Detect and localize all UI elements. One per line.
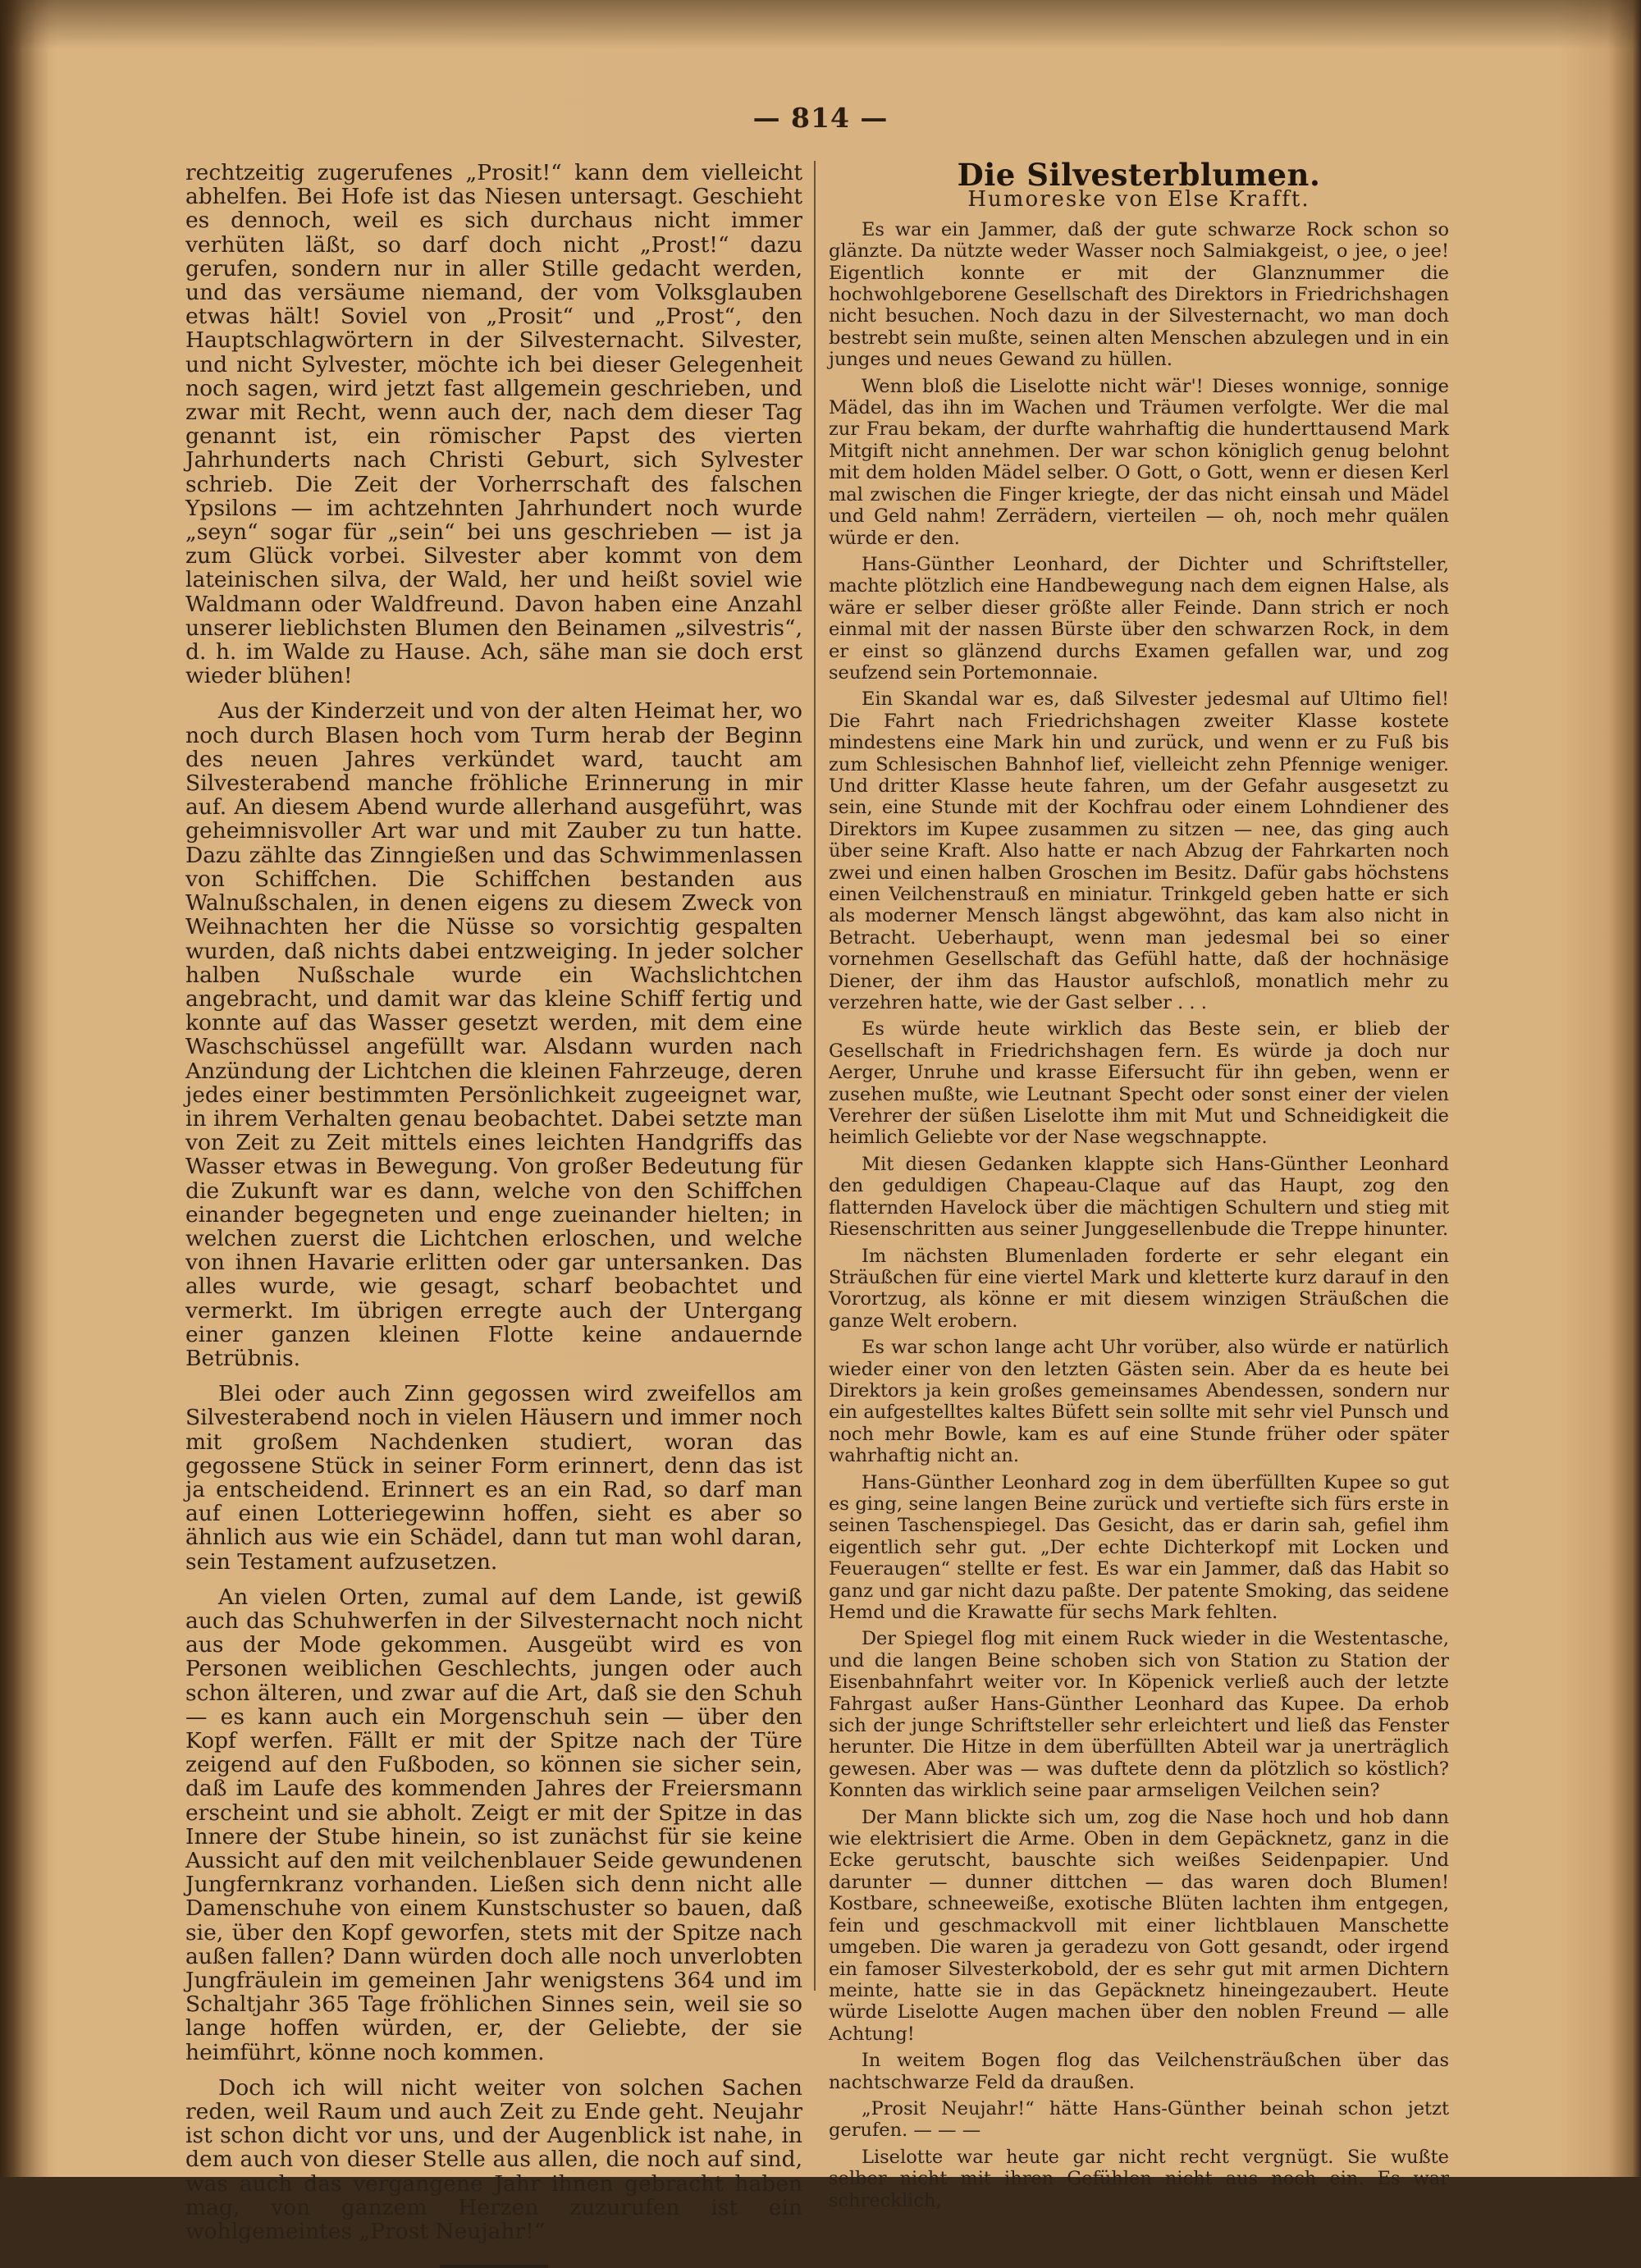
right-column — [829, 157, 1449, 2211]
story-paragraph: Der Mann blickte sich um, zog die Nase hoch und hob dann wie elektrisiert die Arme. Oben in dem Gepäcknetz, ganz in die Ecke gerutscht, bauschte sich weißes Seidenpapier. Und darunter — dunner dittchen — das waren doch Blumen! Kostbare, schneeweiße, exotische Blüten lachten ihm entgegen, fein und geschmackvoll mit einer lichtblauen Manschette umgeben. Die waren ja geradezu von Gott gesandt, oder irgend ein famoser Silvesterkobold, der es sehr gut mit armen Dichtern meinte, hatte sie in das Gepäcknetz hineingezaubert. Heute würde Liselotte Augen machen über den noblen Freund — alle Achtung! — [829, 1806, 1449, 2045]
story-byline: Humoreske von Else Krafft. — [967, 187, 1310, 213]
left-paragraph-1: rechtzeitig zugerufenes „Prosit!“ kann dem vielleicht abhelfen. Bei Hofe ist das Niesen untersagt. Geschieht es dennoch, weil es sich durchaus nicht immer verhüten läßt, so darf doch nicht „Prost!“ dazu gerufen, sondern nur in aller Stille gedacht werden, und das versäume niemand, der vom Volksglauben etwas hält! Soviel von „Prosit“ und „Prost“, den Hauptschlagwörtern in der Silvesternacht. Silvester, und nicht Sylvester, möchte ich bei dieser Gelegenheit noch sagen, wird jetzt fast allgemein geschrieben, und zwar mit Recht, wenn auch der, nach dem dieser Tag genannt ist, ein römischer Papst des vierten Jahrhunderts nach Christi Geburt, sich Sylvester schrieb. Die Zeit der Vorherrschaft des falschen Ypsilons — im achtzehnten Jahrhundert noch wurde „seyn“ sogar für „sein“ bei uns geschrieben — ist ja zum Glück vorbei. Silvester aber kommt von dem lateinischen silva, der Wald, her und heißt soviel wie Waldmann oder Waldfreund. Davon haben eine Anzahl unserer lieblichsten Blumen den Beinamen „silvestris“, d. h. im Walde zu Hause. Ach, sähe man sie doch erst wieder blühen! — [185, 160, 802, 689]
story-paragraph: Es würde heute wirklich das Beste sein, er blieb der Gesellschaft in Friedrichshagen fern. Es würde ja doch nur Aerger, Unruhe und krasse Eifersucht für ihn geben, wenn er zusehen mußte, wie Leutnant Specht oder sonst einer der vielen Verehrer der süßen Liselotte ihm mit Mut und Schneidigkeit die heimlich Geliebte vor der Nase wegschnappte. — [829, 1018, 1449, 1149]
left-paragraph-4: An vielen Orten, zumal auf dem Lande, ist gewiß auch das Schuhwerfen in der Silvesternacht noch nicht aus der Mode gekommen. Ausgeübt wird es von Personen weiblichen Geschlechts, jungen oder auch schon älteren, und zwar auf die Art, daß sie den Schuh — es kann auch ein Morgenschuh sein — über den Kopf werfen. Fällt er mit der Spitze nach der Türe zeigend auf den Fußboden, so können sie sicher sein, daß im Laufe des kommenden Jahres der Freiersmann erscheint und sie abholt. Zeigt er mit der Spitze in das Innere der Stube hinein, so ist zunächst für sie keine Aussicht auf den mit veilchenblauer Seide gewundenen Jungfernkranz vorhanden. Ließen sich denn nicht alle Damenschuhe von einem Kunstschuster so bauen, daß sie, über den Kopf geworfen, stets mit der Spitze nach außen fallen? Dann würden doch alle noch unverlobten Jungfräulein im gemeinen Jahr wenigstens 364 und im Schaltjahr 365 Tage fröhlichen Sinnes sein, weil sie so lange hoffen würden, er, der Geliebte, der sie heimführt, könne noch kommen. — [185, 1584, 802, 2065]
story-title: Die Silvesterblumen. — [957, 157, 1321, 193]
left-paragraph-2: Aus der Kinderzeit und von der alten Heimat her, wo noch durch Blasen hoch vom Turm herab der Beginn des neuen Jahres verkündet ward, taucht am Silvesterabend manche fröhliche Erinnerung in mir auf. An diesem Abend wurde allerhand ausgeführt, was geheimnisvoller Art war und mit Zauber zu tun hatte. Dazu zählte das Zinngießen und das Schwimmenlassen von Schiffchen. Die Schiffchen bestanden aus Walnußschalen, in denen eigens zu diesem Zweck von Weihnachten her die Nüsse so vorsichtig gespalten wurden, daß nichts dabei entzweiging. In jeder solcher halben Nußschale wurde ein Wachslichtchen angebracht, und damit war das kleine Schiff fertig und konnte auf das Wasser gesetzt werden, mit dem eine Waschschüssel angefüllt war. Alsdann wurden nach Anzündung der Lichtchen die kleinen Fahrzeuge, deren jedes einer bestimmten Persönlichkeit zugeeignet war, in ihrem Verhalten genau beobachtet. Dabei setzte man von Zeit zu Zeit mittels eines leichten Handgriffs das Wasser etwas in Bewegung. Von großer Bedeutung für die Zukunft war es dann, welche von den Schiffchen einander begegneten und enge zueinander hielten; in welchen zuerst die Lichtchen erloschen, und welche von ihnen Havarie erlitten oder gar untersanken. Das alles wurde, wie gesagt, scharf beobachtet und vermerkt. Im übrigen erregte auch der Untergang einer ganzen kleinen Flotte keine andauernde Betrübnis. — [185, 698, 802, 1371]
story-paragraph: Im nächsten Blumenladen forderte er sehr elegant ein Sträußchen für eine viertel Mark und kletterte kurz darauf in den Vorortzug, als könne er mit diesem winzigen Sträußchen die ganze Welt erobern. — [829, 1245, 1449, 1332]
story-paragraph: Liselotte war heute gar nicht recht vergnügt. Sie wußte selber nicht mit ihren Gefühlen nicht aus noch ein. Es war schrecklich, — [829, 2146, 1449, 2211]
binding-shadow — [0, 0, 49, 2177]
story-paragraph: Es war ein Jammer, daß der gute schwarze Rock schon so glänzte. Da nützte weder Wasser noch Salmiakgeist, o jee, o jee! Eigentlich konnte er mit der Glanznummer die hochwohlgeborene Gesellschaft des Direktors in Friedrichshagen nicht besuchen. Noch dazu in der Silvesternacht, wo man doch bestrebt sein mußte, seinen alten Menschen abzulegen und in ein junges und neues Gewand zu hüllen. — [829, 218, 1449, 371]
story-paragraph: Es war schon lange acht Uhr vorüber, also würde er natürlich wieder einer von den letzten Gästen sein. Aber da es heute bei Direktors ja kein großes gemeinsames Abendessen, sondern nur ein aufgestelltes kaltes Büfett sein sollte mit sehr viel Punsch und noch mehr Bowle, kam es auf eine Stunde früher oder später wahrhaftig nicht an. — [829, 1337, 1449, 1467]
column-divider — [814, 161, 816, 1991]
story-paragraph: In weitem Bogen flog das Veilchensträußchen über das nachtschwarze Feld da draußen. — [829, 2050, 1449, 2093]
left-paragraph-3: Blei oder auch Zinn gegossen wird zweifellos am Silvesterabend noch in vielen Häusern und immer noch mit großem Nachdenken studiert, woran das gegossene Stück in seiner Form erinnert, denn das ist ja entscheidend. Erinnert es an ein Rad, so darf man auf einen Lotteriegewinn hoffen, sieht es aber so ähnlich aus wie ein Schädel, dann tut man wohl daran, sein Testament aufzusetzen. — [185, 1381, 802, 1575]
story-paragraph: Ein Skandal war es, daß Silvester jedesmal auf Ultimo fiel! Die Fahrt nach Friedrichshagen zweiter Klasse kostete mindestens eine Mark hin und zurück, und wenn er zu Fuß bis zum Schlesischen Bahnhof lief, vielleicht zehn Pfennige weniger. Und dritter Klasse heute fahren, um der Gefahr ausgesetzt zu sein, eine Stunde mit der Kochfrau oder einem Lohndiener des Direktors im Kupee zusammen zu sitzen — nee, das ging auch über seine Kraft. Also hatte er nach Abzug der Fahrkarten noch zwei und einen halben Groschen im Besitz. Dafür gabs höchstens einen Veilchenstrauß en miniatur. Trinkgeld geben hatte er sich als moderner Mensch längst abgewöhnt, das kam also nicht in Betracht. Ueberhaupt, wenn man jedesmal bei so einer vornehmen Gesellschaft das Gefühl hatte, daß der hochnäsige Diener, der ihm das Haustor aufschloß, monatlich mehr zu verzehren hatte, wie der Gast selber . . . — [829, 688, 1449, 1014]
left-column — [185, 161, 802, 2268]
top-edge-shadow — [0, 0, 1641, 49]
story-paragraph: Wenn bloß die Liselotte nicht wär'! Dieses wonnige, sonnige Mädel, das ihn im Wachen und Träumen verfolgte. Wer die mal zur Frau bekam, der durfte wahrhaftig die hunderttausend Mark Mitgift nicht annehmen. Der war schon königlich genug belohnt mit dem holden Mädel selber. O Gott, o Gott, wenn er diesen Kerl mal zwischen die Finger kriegte, der das nicht einsah und Mädel und Geld nahm! Zerrädern, vierteilen — oh, noch mehr quälen würde er den. — [829, 375, 1449, 549]
story-paragraph: Mit diesen Gedanken klappte sich Hans-Günther Leonhard den geduldigen Chapeau-Claque auf das Haupt, zog den flatternden Havelock über die mächtigen Schultern und stieg mit Riesenschritten aus seiner Junggesellenbude die Treppe hinunter. — [829, 1153, 1449, 1241]
page-number: — 814 — — [752, 102, 889, 134]
story-paragraph: „Prosit Neujahr!“ hätte Hans-Günther beinah schon jetzt gerufen. — — — — [829, 2097, 1449, 2142]
left-paragraph-5: Doch ich will nicht weiter von solchen Sachen reden, weil Raum und auch Zeit zu Ende geht. Neujahr ist schon dicht vor uns, und der Augenblick ist nahe, in dem auch von dieser Stelle aus allen, die noch auf sind, was auch das vergangene Jahr ihnen gebracht haben mag, von ganzem Herzen zuzurufen ist ein wohlgemeintes „Prost Neujahr!“ — [185, 2074, 802, 2245]
story-paragraph: Hans-Günther Leonhard zog in dem überfüllten Kupee so gut es ging, seine langen Beine zurück und vertiefte sich fürs erste in seinen Taschenspiegel. Das Gesicht, das er darin sah, gefiel ihm eigentlich sehr gut. „Der echte Dichterkopf mit Locken und Feueraugen“ stellte er fest. Es war ein Jammer, daß das Habit so ganz und gar nicht dazu paßte. Der patente Smoking, das seidene Hemd und die Krawatte für sechs Mark fehlten. — [829, 1471, 1449, 1623]
story-paragraph: Hans-Günther Leonhard, der Dichter und Schriftsteller, machte plötzlich eine Handbewegung nach dem eignen Halse, als wäre er selber dieser größte aller Feinde. Dann strich er noch einmal mit der nassen Bürste über den schwarzen Rock, in dem er einst so glänzend durchs Examen gefallen war, und zog seufzend sein Portemonnaie. — [829, 553, 1449, 684]
end-rule — [440, 2265, 548, 2268]
story-paragraph: Der Spiegel flog mit einem Ruck wieder in die Westentasche, und die langen Beine schoben sich von Station zu Station der Eisenbahnfahrt weiter vor. In Köpenick verließ auch der letzte Fahrgast außer Hans-Günther Leonhard das Kupee. Da erhob sich der junge Schriftsteller sehr erleichtert und ließ das Fenster herunter. Die Hitze in dem überfüllten Abteil war ja unerträglich gewesen. Aber was — was duftete denn da plötzlich so köstlich? Konnten das wirklich seine paar armseligen Veilchen sein? — [829, 1628, 1449, 1802]
